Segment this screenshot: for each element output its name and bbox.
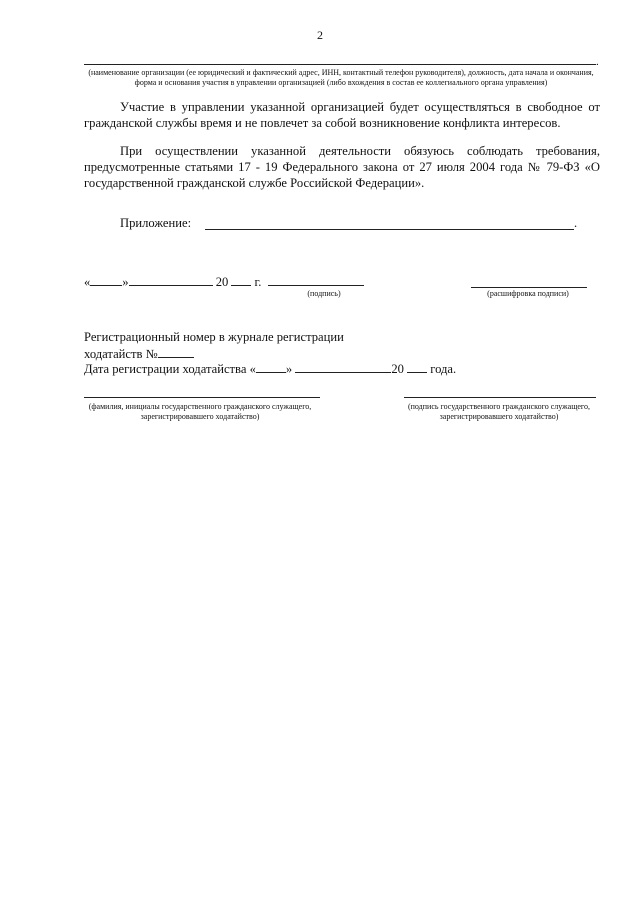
date-close-quote: »	[122, 275, 129, 289]
signature-decode-line	[471, 287, 587, 288]
registration-year-blank	[407, 360, 427, 373]
appendix-line	[205, 229, 574, 230]
registration-close-quote: »	[285, 362, 293, 376]
month-blank	[129, 273, 213, 286]
registration-year-end: года.	[430, 362, 457, 376]
organization-line	[84, 64, 596, 65]
registrar-signature-caption: (подпись государственного гражданского служащего, зарегистрировавшего ходатайство)	[407, 402, 591, 421]
registration-line-1: Регистрационный номер в журнале регистрации	[84, 330, 344, 344]
paragraph-obligation-text: При осуществлении указанной деятельности обязуюсь соблюдать требования, предусмотренные статьями 17 - 19 Федерального закона от 27 июля 2004 года № 79-ФЗ «О государственной гражданской службе Российской Федерации».	[84, 144, 600, 190]
organization-caption: (наименование организации (ее юридический и фактический адрес, ИНН, контактный телефон руководителя), должность, дата начала и окончания, форма и основания участия в управлении организацией (либо вхождения в состав ее коллегиального органа управления)	[88, 68, 594, 87]
signature-caption: (подпись)	[307, 289, 341, 298]
registrar-name-caption: (фамилия, инициалы государственного гражданского служащего, зарегистрировавшего ходатайство)	[88, 402, 312, 421]
paragraph-participation-text: Участие в управлении указанной организацией будет осуществляться в свободное от гражданской службы время и не повлечет за собой возникновение конфликта интересов.	[84, 100, 600, 130]
registrar-name-line	[84, 397, 320, 398]
appendix-label: Приложение:	[120, 216, 192, 230]
registrar-signature-line	[404, 397, 596, 398]
paragraph-obligation	[84, 143, 600, 191]
date-open-quote: «	[84, 275, 91, 289]
registration-number-label: ходатайств №	[84, 347, 158, 361]
registration-day-blank	[256, 360, 286, 373]
registration-month-blank	[295, 360, 391, 373]
signature-decode-caption: (расшифровка подписи)	[487, 289, 569, 298]
registration-date-label: Дата регистрации ходатайства «	[84, 362, 256, 376]
year-suffix: г.	[254, 275, 262, 289]
signature-blank	[268, 273, 364, 286]
year-blank	[231, 273, 251, 286]
appendix-line-end: .	[574, 216, 578, 230]
day-blank	[90, 273, 122, 286]
date-signature-row	[84, 273, 364, 290]
year-prefix: 20	[215, 275, 229, 289]
page-number: 2	[317, 28, 323, 42]
organization-line-end: .	[596, 56, 599, 68]
registration-year-prefix: 20	[391, 362, 404, 376]
paragraph-participation	[84, 99, 600, 131]
registration-number-blank	[158, 345, 194, 358]
registration-line-3	[84, 360, 456, 377]
